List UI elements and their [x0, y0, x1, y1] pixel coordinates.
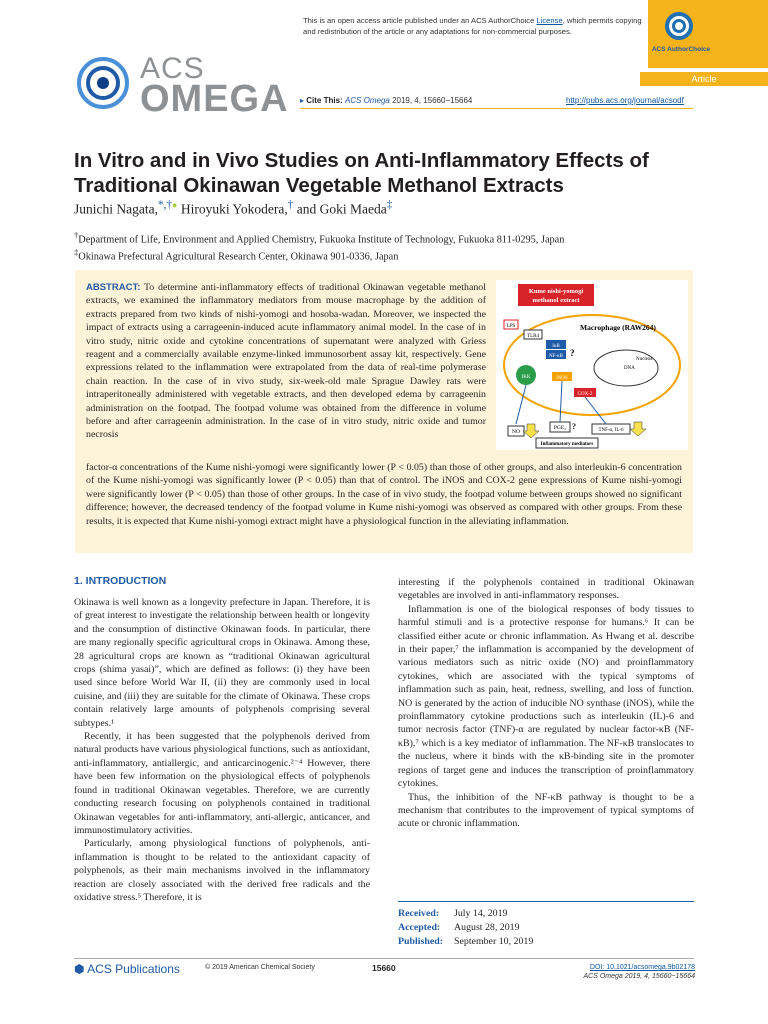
publication-dates: Received: July 14, 2019 Accepted: August 28, 2019 Published: September 10, 2019 [398, 908, 534, 947]
extract-label-2: methanol extract [532, 297, 580, 304]
question-mark: ? [572, 422, 576, 431]
cite-icon: ▸ [300, 96, 305, 105]
no-label: NO [512, 429, 520, 435]
toc-graphic [496, 280, 688, 450]
page-number: 15660 [372, 963, 396, 973]
journal-url-link[interactable]: http://pubs.acs.org/journal/acsodf [566, 96, 684, 105]
author-name[interactable]: Junichi Nagata, [74, 201, 158, 217]
article-title: In Vitro and in Vivo Studies on Anti-Inflammatory Effects of Traditional Okinawan Vegetable Methanol Extracts [74, 149, 649, 197]
acs-publications-logo[interactable]: ⬢ ACS Publications [74, 962, 180, 976]
acs-omega-logo-icon [76, 56, 130, 110]
nucleus-label: Nucleus [636, 357, 653, 362]
ikb-label: IκB [552, 344, 560, 349]
logo-omega-text: OMEGA [140, 78, 289, 120]
paragraph: Recently, it has been suggested that the polyphenols derived from natural products have various physiological functions, such as antioxidant, anti-inflammatory, antiallergic, and anticarcinogenic.²⁻⁴ However, there have been few information on the physiological effects of polyphenols found in traditional Okinawan vegetables. Therefore, we are currently conducting research focusing on polyphenols contained in traditional Okinawan vegetables for anti-inflammatory, anti-allergic, anticancer, and immunostimulatory activities. [74, 731, 370, 836]
mediators-label: Inflammatory mediators [540, 442, 594, 447]
doi-link[interactable]: DOI: 10.1021/acsomega.9b02178 [589, 964, 695, 971]
question-mark: ? [570, 348, 575, 358]
footer-divider [74, 958, 694, 959]
paragraph: Thus, the inhibition of the NF-κB pathway is thought to be a mechanism that contributes to the improvement of typical symptoms of acute or chronic inflammation. [398, 791, 694, 830]
license-link[interactable]: License [536, 16, 563, 25]
inos-label: iNOS [556, 376, 568, 381]
abstract-text: ABSTRACT: To determine anti-inflammatory effects of traditional Okinawan vegetable methanol extracts, we examined the inflammatory mediators from mouse macrophage by the addition of extracts prepared from two kinds of nishi-yomogi and hosoba-wadan. Moreover, we inspected the impact of extracts using a carrageenin-induced acute inflammatory animal model. In the case of in vitro study, nitric oxide and cytokine concentrations of supernatant were analyzed with Griess reagent and a commercially available enzyme-linked immunosorbent assay kit, respectively. Gene expressions related to the inflammation were extrapolated from the data of real-time polymerase chain reaction. In the case of in vivo study, six-week-old male Sprague Dawley rats were intraperitoneally administered with vegetable extracts, and then developed edema by carrageenin administration on the footpad. The footpad volume was obtained from the difference in volume before and after carrageenin administration. In the case of in vitro study, nitric oxide and tumor necrosis [86, 282, 486, 441]
author-list: Junichi Nagata,*,†● Hiroyuki Yokodera,† and Goki Maeda‡ [74, 199, 393, 217]
authorchoice-badge[interactable] [648, 0, 768, 68]
cite-this[interactable]: ▸ Cite This: ACS Omega 2019, 4, 15660−15664 [300, 96, 473, 105]
intro-left-column [74, 596, 370, 904]
macrophage-label: Macrophage (RAW264) [580, 323, 656, 332]
section-heading-introduction: 1. INTRODUCTION [74, 575, 167, 587]
dna-label: DNA [624, 366, 635, 371]
intro-right-column [398, 576, 694, 831]
paragraph: Okinawa is well known as a longevity prefecture in Japan. Therefore, it is of great interest to investigate the relationship between health or longevity and the consumption of distinctive Okinawan foods. In particular, there are many regionally specific agricultural crops in Okinawa. Among these, 28 agricultural crops are known as “traditional Okinawan agricultural crops (shima yasai)”, which are defined as follows: (i) they have been used since before World War II, (ii) they are commonly used in local cuisine, and (iii) they are suitable for the climate of Okinawa. These crops contain relatively large amounts of polyphenols comprising several subtypes.¹ [74, 597, 370, 729]
tlr4-label: TLR4 [527, 334, 539, 339]
extract-label-1: Kume nishi-yomogi [528, 288, 584, 295]
article-type-tab: Article [640, 72, 768, 86]
lps-label: LPS [506, 324, 516, 329]
author-name[interactable]: Hiroyuki Yokodera, [180, 201, 288, 217]
affiliation: ‡Okinawa Prefectural Agricultural Research Center, Okinawa 901-0336, Japan [74, 247, 399, 263]
copyright: © 2019 American Chemical Society [205, 964, 315, 971]
header-divider [300, 108, 693, 109]
abstract-text-continued: factor-α concentrations of the Kume nishi-yomogi were significantly lower (P < 0.05) than those of other groups, and also interleukin-6 concentration of the Kume nishi-yomogi was significantly lower (P < 0.05) than that of control. The iNOS and COX-2 gene expressions of Kume nishi-yomogi were significantly lower (P < 0.05) than those of other groups. In the case of in vivo study, the footpad volume between groups showed no significant difference; however, the decreased tendency of the footpad volume in Kume nishi-yomogi was observed as compared with other groups. From these results, it is expected that Kume nishi-yomogi extract might have a physiological function in the alleviating inflammation. [86, 462, 682, 527]
cox2-label: COX-2 [577, 392, 593, 397]
paragraph: Inflammation is one of the biological responses of body tissues to harmful stimuli and is a protective response for humans.⁶ It can be classified either acute or chronic inflammation. As Hwang et al. describe in their paper,⁷ the inflammation is accompanied by the development of various mediators such as nitric oxide (NO) and proinflammatory cytokines, which are associated with the typical symptoms of inflammation such as pain, heat, redness, swelling, and loss of function. NO is generated by the action of inducible NO synthase (iNOS), while the proinflammatory cytokine productions such as interleukin (IL)-6 and tumor necrosis factor (TNF)-α are regulated by nuclear factor-κB (NF-κB),⁷ which is a key mediator of inflammation. The NF-κB translocates to the nucleus, where it binds with the κB-binding site in the promoter regions of target gene and induces the transcription of proinflammatory cytokines. [398, 603, 694, 790]
paragraph: Particularly, among physiological functions of polyphenols, anti-inflammation is thought to be related to the antioxidant capacity of polyphenols, as their main mechanisms involved in the inflammatory reaction are closely associated with the derived free radicals and the oxidative stress.⁵ Therefore, it is [74, 838, 370, 903]
tnf-label: TNF-α, IL-6 [598, 428, 624, 433]
affiliation: †Department of Life, Environment and Applied Chemistry, Fukuoka Institute of Technology, Fukuoka 811-0295, Japan [74, 230, 565, 246]
ikk-label: IKK [521, 375, 531, 380]
authorchoice-inner-ring-icon [672, 19, 686, 33]
acs-hexagon-icon: ⬢ [74, 962, 85, 976]
footer-doi: DOI: 10.1021/acsomega.9b02178 ACS Omega 2019, 4, 15660−15664 [583, 964, 695, 980]
logo-acs-text: ACS [140, 52, 205, 85]
badge-label: ACS AuthorChoice [651, 46, 711, 53]
paragraph: interesting if the polyphenols contained in traditional Okinawan vegetables are involved in anti-inflammatory responses. [398, 577, 694, 602]
pge2-label: PGE₂ [553, 425, 567, 431]
nfkb-label: NF-κB [549, 354, 563, 359]
author-name[interactable]: and Goki Maeda [296, 201, 387, 217]
open-access-notice: This is an open access article published under an ACS AuthorChoice License, which permits copying and redistribution of the article or any adaptations for non-commercial purposes. [303, 16, 642, 36]
orcid-icon[interactable]: ● [172, 200, 178, 210]
dates-divider [398, 901, 694, 902]
